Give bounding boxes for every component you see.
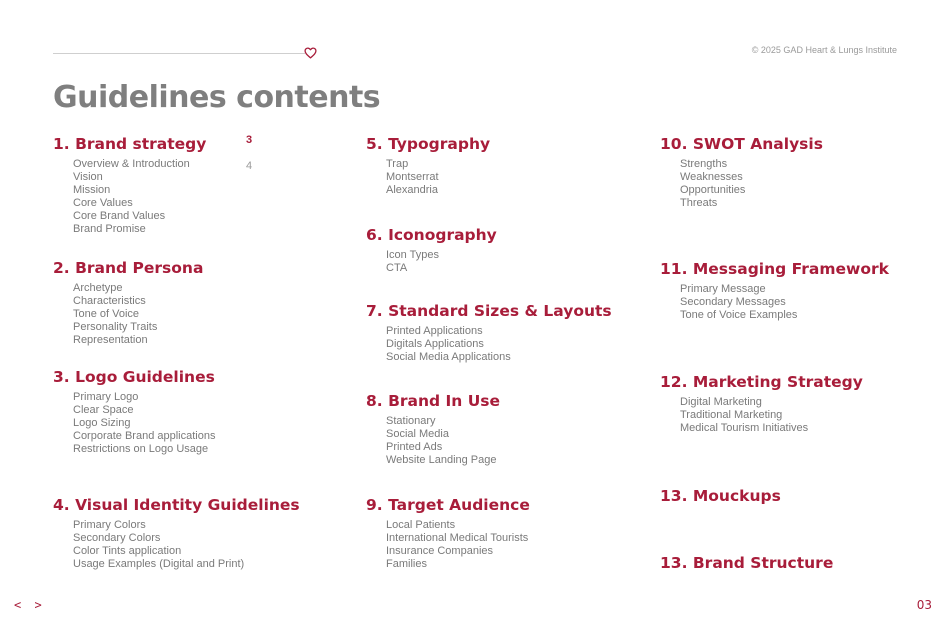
list-item[interactable]: Restrictions on Logo Usage [73, 443, 209, 455]
list-item[interactable]: Clear Space [73, 404, 134, 416]
list-item[interactable]: Mission [73, 184, 111, 196]
section-title[interactable]: 7. Standard Sizes & Layouts [366, 302, 612, 320]
list-item[interactable]: Primary Message [680, 283, 766, 295]
section-title[interactable]: 13. Mouckups [660, 487, 781, 505]
list-item[interactable]: Trap [386, 158, 409, 170]
list-item[interactable]: Secondary Messages [680, 296, 786, 308]
list-item[interactable]: Social Media [386, 428, 449, 440]
list-item[interactable]: Montserrat [386, 171, 439, 183]
section-items [73, 282, 203, 347]
header-divider-line [53, 53, 305, 54]
section-target-audience [366, 496, 530, 571]
list-item[interactable]: Opportunities [680, 184, 746, 196]
section-items [386, 325, 612, 364]
section-items [386, 249, 497, 275]
section-messaging-framework [660, 260, 889, 322]
list-item[interactable]: Printed Ads [386, 441, 443, 453]
list-item[interactable]: Threats [680, 197, 718, 209]
copyright-notice: © 2025 GAD Heart & Lungs Institute [751, 45, 897, 55]
section-items [386, 415, 500, 467]
next-button[interactable]: > [34, 598, 42, 612]
previous-button[interactable]: < [14, 598, 22, 612]
section-brand-structure [660, 554, 833, 572]
slide-navigation [14, 598, 48, 612]
section-items [73, 391, 215, 456]
section-title[interactable]: 10. SWOT Analysis [660, 135, 823, 153]
list-item[interactable]: Personality Traits [73, 321, 158, 333]
list-item[interactable]: Medical Tourism Initiatives [680, 422, 809, 434]
list-item[interactable]: CTA [386, 262, 408, 274]
list-item[interactable]: Corporate Brand applications [73, 430, 216, 442]
list-item[interactable]: Brand Promise [73, 223, 146, 235]
list-item[interactable]: Vision [73, 171, 103, 183]
section-title[interactable]: 13. Brand Structure [660, 554, 834, 572]
list-item[interactable]: Core Brand Values [73, 210, 166, 222]
list-item[interactable]: Families [386, 558, 427, 570]
page-reference[interactable]: 4 [246, 160, 253, 172]
list-item[interactable]: Website Landing Page [386, 454, 497, 466]
section-title[interactable]: 1. Brand strategy [53, 135, 207, 153]
heart-icon [304, 47, 317, 59]
section-iconography [366, 226, 497, 275]
list-item[interactable]: Overview & Introduction [73, 158, 190, 170]
list-item[interactable]: Logo Sizing [73, 417, 131, 429]
section-title[interactable]: 5. Typography [366, 135, 491, 153]
list-item[interactable]: Insurance Companies [386, 545, 494, 557]
list-item[interactable]: Alexandria [386, 184, 438, 196]
list-item[interactable]: Core Values [73, 197, 133, 209]
list-item[interactable]: Weaknesses [680, 171, 743, 183]
section-logo-guidelines [53, 368, 215, 456]
section-brand-strategy [53, 135, 206, 236]
page-reference-current[interactable]: 3 [246, 134, 253, 146]
section-title[interactable]: 4. Visual Identity Guidelines [53, 496, 300, 514]
section-items [680, 396, 863, 435]
page-title: Guidelines contents [53, 80, 381, 115]
section-items [73, 519, 300, 571]
list-item[interactable]: Characteristics [73, 295, 146, 307]
list-item[interactable]: Digitals Applications [386, 338, 484, 350]
list-item[interactable]: Usage Examples (Digital and Print) [73, 558, 245, 570]
list-item[interactable]: Stationary [386, 415, 436, 427]
section-items [73, 158, 206, 236]
section-title[interactable]: 11. Messaging Framework [660, 260, 889, 278]
section-mockups [660, 487, 781, 505]
section-marketing-strategy [660, 373, 863, 435]
list-item[interactable]: Primary Logo [73, 391, 139, 403]
section-items [680, 283, 889, 322]
section-items [680, 158, 823, 210]
page-number: 03 [916, 598, 932, 612]
section-brand-in-use [366, 392, 500, 467]
section-title[interactable]: 8. Brand In Use [366, 392, 501, 410]
list-item[interactable]: Social Media Applications [386, 351, 511, 363]
section-swot-analysis [660, 135, 823, 210]
list-item[interactable]: Printed Applications [386, 325, 483, 337]
section-title[interactable]: 9. Target Audience [366, 496, 530, 514]
list-item[interactable]: Tone of Voice [73, 308, 140, 320]
list-item[interactable]: Secondary Colors [73, 532, 161, 544]
list-item[interactable]: Icon Types [386, 249, 439, 261]
list-item[interactable]: International Medical Tourists [386, 532, 529, 544]
list-item[interactable]: Representation [73, 334, 148, 346]
list-item[interactable]: Digital Marketing [680, 396, 762, 408]
section-items [386, 158, 490, 197]
list-item[interactable]: Strengths [680, 158, 728, 170]
list-item[interactable]: Color Tints application [73, 545, 182, 557]
section-standard-sizes [366, 302, 612, 364]
list-item[interactable]: Primary Colors [73, 519, 146, 531]
list-item[interactable]: Local Patients [386, 519, 456, 531]
section-title[interactable]: 2. Brand Persona [53, 259, 204, 277]
list-item[interactable]: Traditional Marketing [680, 409, 783, 421]
section-items [386, 519, 530, 571]
list-item[interactable]: Tone of Voice Examples [680, 309, 798, 321]
section-brand-persona [53, 259, 203, 347]
section-title[interactable]: 6. Iconography [366, 226, 497, 244]
section-typography [366, 135, 490, 197]
section-title[interactable]: 12. Marketing Strategy [660, 373, 863, 391]
list-item[interactable]: Archetype [73, 282, 123, 294]
section-title[interactable]: 3. Logo Guidelines [53, 368, 215, 386]
section-visual-identity [53, 496, 300, 571]
